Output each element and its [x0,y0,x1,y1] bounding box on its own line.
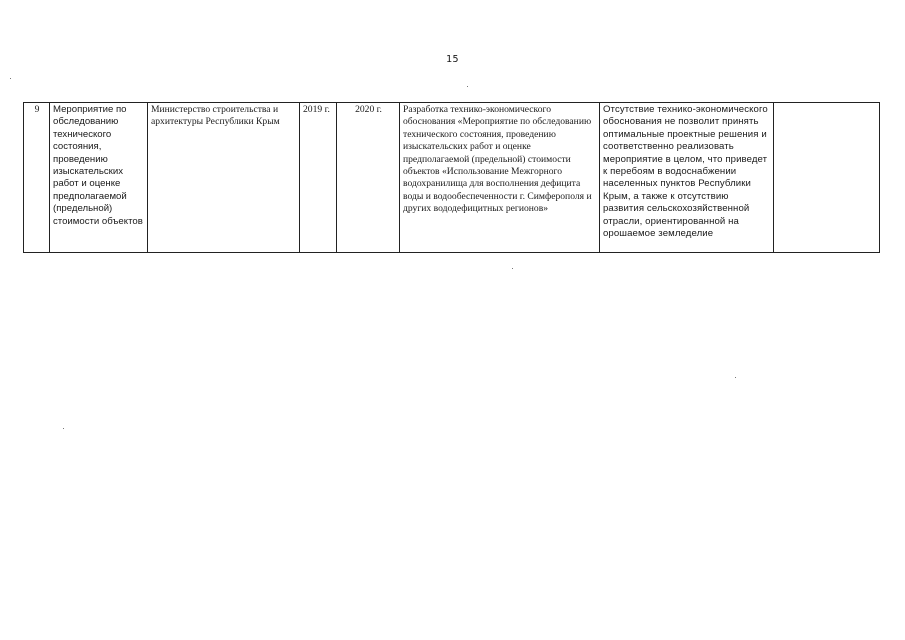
activities-table [23,102,880,253]
scan-speck [512,268,513,269]
result-cell [400,103,600,253]
extra-cell [774,103,880,253]
row-number: 9 [34,104,40,115]
scan-speck [63,428,64,429]
responsible-text: Министерство строительства и архитектуры Республики Крым [151,104,280,128]
row-number-cell [24,103,50,253]
activity-text: Мероприятие по обследованию технического состояния, проведению изыскательских работ и оценке предполагаемой (предельной) стоимости объектов [53,104,143,227]
result-text: Разработка технико-экономического обоснования «Мероприятие по обследованию технического состояния, проведению изыскательских работ и оценке предполагаемой (предельной) стоимости объектов «Использование Межгорного водохранилища для восполнения дефицита воды и водообеспеченности г. Симферополя и других вододефицитных регионов» [403,104,592,215]
table-row [24,103,880,253]
end-year-cell [337,103,400,253]
risk-text: Отсутствие технико-экономического обоснования не позволит принять оптимальные проектные решения и соответственно реализовать мероприятие в целом, что приведет к перебоям в водоснабжении населенных пунктов Республики Крым, а также к отсутствию развития сельскохозяйственной отрасли, ориентированной на орошаемое земледелие [603,104,768,240]
scan-speck [467,86,468,87]
activity-cell [50,103,148,253]
scan-speck [10,78,11,79]
responsible-cell [148,103,300,253]
end-year: 2020 г. [355,104,382,115]
scan-speck [735,377,736,378]
page-number: 15 [445,54,460,65]
start-year: 2019 г. [303,104,330,115]
start-year-cell [300,103,337,253]
risk-cell [600,103,774,253]
